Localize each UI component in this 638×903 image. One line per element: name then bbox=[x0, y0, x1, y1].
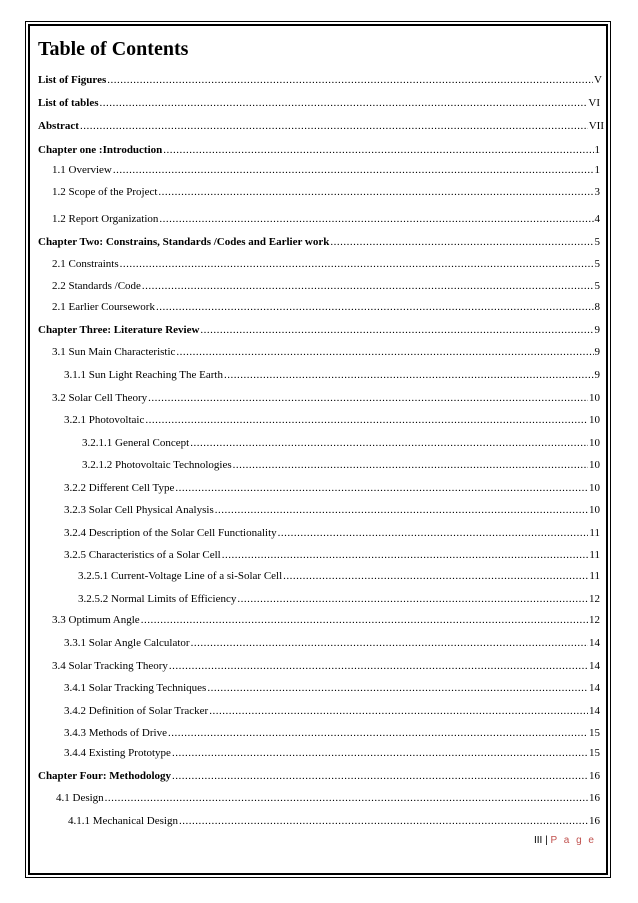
toc-entry[interactable] bbox=[68, 815, 600, 829]
page-footer bbox=[480, 835, 596, 846]
toc-entry-page: 5 bbox=[594, 280, 600, 292]
toc-entry-page: 5 bbox=[594, 258, 600, 270]
toc-entry-page: 15 bbox=[589, 747, 600, 759]
toc-leader-dots bbox=[190, 437, 588, 449]
toc-entry[interactable] bbox=[38, 770, 600, 784]
toc-leader-dots bbox=[156, 301, 594, 313]
toc-entry-title: 3.4.3 Methods of Drive bbox=[64, 727, 167, 739]
toc-leader-dots bbox=[163, 144, 593, 156]
toc-leader-dots bbox=[179, 815, 588, 827]
toc-entry[interactable] bbox=[82, 437, 600, 451]
toc-entry-page: 14 bbox=[589, 660, 600, 672]
toc-entry-page: 9 bbox=[594, 346, 600, 358]
toc-leader-dots bbox=[142, 280, 594, 292]
toc-entry-page: VI bbox=[588, 97, 600, 109]
toc-entry[interactable] bbox=[52, 346, 600, 360]
toc-leader-dots bbox=[100, 97, 588, 109]
toc-entry-title: 1.2 Scope of the Project bbox=[52, 186, 158, 198]
toc-entry[interactable] bbox=[78, 570, 600, 584]
toc-leader-dots bbox=[172, 747, 588, 759]
toc-leader-dots bbox=[120, 258, 594, 270]
toc-entry[interactable] bbox=[56, 792, 600, 806]
toc-entry-page: 10 bbox=[589, 392, 600, 404]
toc-entry[interactable] bbox=[38, 74, 602, 88]
toc-entry-title: 3.4.4 Existing Prototype bbox=[64, 747, 171, 759]
toc-entry[interactable] bbox=[64, 549, 600, 563]
toc-entry[interactable] bbox=[64, 527, 600, 541]
toc-entry-page: 1 bbox=[594, 164, 600, 176]
toc-entry-title: 2.1 Earlier Coursework bbox=[52, 301, 155, 313]
toc-entry-title: 4.1.1 Mechanical Design bbox=[68, 815, 178, 827]
toc-entry-title: 3.2.1.2 Photovoltaic Technologies bbox=[82, 459, 232, 471]
toc-leader-dots bbox=[283, 570, 588, 582]
toc-leader-dots bbox=[175, 482, 588, 494]
toc-entry-title: Chapter Two: Constrains, Standards /Codes and Earlier work bbox=[38, 236, 330, 248]
toc-leader-dots bbox=[159, 213, 593, 225]
toc-leader-dots bbox=[145, 414, 588, 426]
toc-entry[interactable] bbox=[38, 324, 600, 338]
toc-entry-page: 10 bbox=[589, 414, 600, 426]
toc-entry[interactable] bbox=[38, 236, 600, 250]
toc-entry-page: 10 bbox=[589, 459, 600, 471]
toc-entry-page: 14 bbox=[589, 682, 600, 694]
toc-leader-dots bbox=[113, 164, 594, 176]
toc-leader-dots bbox=[209, 705, 588, 717]
toc-entry-title: 3.3.1 Solar Angle Calculator bbox=[64, 637, 190, 649]
toc-title: Table of Contents bbox=[38, 38, 189, 60]
toc-entry[interactable] bbox=[64, 482, 600, 496]
toc-entry-title: 3.3 Optimum Angle bbox=[52, 614, 140, 626]
toc-leader-dots bbox=[141, 614, 588, 626]
toc-entry[interactable] bbox=[38, 120, 604, 134]
toc-leader-dots bbox=[148, 392, 588, 404]
toc-entry-page: 12 bbox=[589, 614, 600, 626]
toc-leader-dots bbox=[107, 74, 593, 86]
toc-entry[interactable] bbox=[38, 144, 600, 158]
toc-leader-dots bbox=[172, 770, 588, 782]
toc-entry[interactable] bbox=[52, 186, 600, 200]
toc-entry-page: 16 bbox=[589, 770, 600, 782]
toc-entry[interactable] bbox=[52, 280, 600, 294]
toc-entry-page: 10 bbox=[589, 437, 600, 449]
toc-entry-page: 4 bbox=[594, 213, 600, 225]
toc-entry-title: 1.1 Overview bbox=[52, 164, 112, 176]
toc-entry-page: 11 bbox=[589, 570, 600, 582]
toc-entry-title: List of Figures bbox=[38, 74, 107, 86]
toc-entry[interactable] bbox=[64, 369, 600, 383]
toc-entry-page: V bbox=[594, 74, 602, 86]
toc-entry-page: 5 bbox=[594, 236, 600, 248]
toc-entry-page: 16 bbox=[589, 815, 600, 827]
toc-entry-title: 3.1 Sun Main Characteristic bbox=[52, 346, 176, 358]
toc-entry-title: 4.1 Design bbox=[56, 792, 104, 804]
toc-entry-title: 3.2 Solar Cell Theory bbox=[52, 392, 148, 404]
toc-leader-dots bbox=[278, 527, 589, 539]
toc-entry[interactable] bbox=[52, 258, 600, 272]
toc-entry-page: 14 bbox=[589, 705, 600, 717]
toc-leader-dots bbox=[200, 324, 593, 336]
toc-entry-page: 3 bbox=[594, 186, 600, 198]
toc-entry[interactable] bbox=[52, 660, 600, 674]
toc-entry-page: 10 bbox=[589, 482, 600, 494]
toc-entry-title: 3.4 Solar Tracking Theory bbox=[52, 660, 168, 672]
toc-leader-dots bbox=[330, 236, 593, 248]
toc-entry-page: 11 bbox=[589, 527, 600, 539]
toc-entry[interactable] bbox=[52, 164, 600, 178]
toc-leader-dots bbox=[233, 459, 588, 471]
toc-entry-title: 3.2.5.1 Current-Voltage Line of a si-Solar Cell bbox=[78, 570, 283, 582]
toc-entry[interactable] bbox=[38, 97, 600, 111]
toc-entry-page: 9 bbox=[594, 324, 600, 336]
toc-entry-page: 12 bbox=[589, 593, 600, 605]
toc-entry-page: 8 bbox=[594, 301, 600, 313]
toc-leader-dots bbox=[80, 120, 588, 132]
toc-entry-title: 3.2.2 Different Cell Type bbox=[64, 482, 175, 494]
toc-entry-title: Chapter one :Introduction bbox=[38, 144, 163, 156]
toc-entry-title: 3.2.1 Photovoltaic bbox=[64, 414, 145, 426]
toc-entry-title: Chapter Three: Literature Review bbox=[38, 324, 200, 336]
toc-entry[interactable] bbox=[52, 614, 600, 628]
toc-entry-page: 14 bbox=[589, 637, 600, 649]
toc-leader-dots bbox=[222, 549, 589, 561]
toc-leader-dots bbox=[158, 186, 593, 198]
toc-entry-title: 3.4.1 Solar Tracking Techniques bbox=[64, 682, 207, 694]
toc-entry[interactable] bbox=[64, 637, 600, 651]
toc-entry[interactable] bbox=[82, 459, 600, 473]
toc-entry-title: 3.2.4 Description of the Solar Cell Functionality bbox=[64, 527, 277, 539]
toc-entry-page: 1 bbox=[594, 144, 600, 156]
toc-entry-page: 10 bbox=[589, 504, 600, 516]
toc-leader-dots bbox=[168, 727, 588, 739]
toc-leader-dots bbox=[224, 369, 594, 381]
toc-entry-page: 11 bbox=[589, 549, 600, 561]
toc-leader-dots bbox=[105, 792, 588, 804]
toc-entry-title: 3.4.2 Definition of Solar Tracker bbox=[64, 705, 209, 717]
toc-entry-title: Abstract bbox=[38, 120, 79, 132]
toc-leader-dots bbox=[176, 346, 593, 358]
toc-entry-title: Chapter Four: Methodology bbox=[38, 770, 172, 782]
toc-entry-title: 2.2 Standards /Code bbox=[52, 280, 141, 292]
toc-entry-page: 15 bbox=[589, 727, 600, 739]
toc-entry-page: VII bbox=[588, 120, 604, 132]
toc-entry-page: 16 bbox=[589, 792, 600, 804]
toc-entry[interactable] bbox=[52, 392, 600, 406]
toc-entry[interactable] bbox=[64, 727, 600, 741]
toc-entry-title: 2.1 Constraints bbox=[52, 258, 119, 270]
toc-leader-dots bbox=[237, 593, 588, 605]
toc-entry[interactable] bbox=[64, 747, 600, 761]
page-separator: | bbox=[545, 835, 548, 846]
toc-entry[interactable] bbox=[52, 301, 600, 315]
toc-entry[interactable] bbox=[64, 705, 600, 719]
toc-entry-title: 3.2.5 Characteristics of a Solar Cell bbox=[64, 549, 221, 561]
toc-leader-dots bbox=[169, 660, 588, 672]
toc-entry[interactable] bbox=[52, 213, 600, 227]
toc-leader-dots bbox=[191, 637, 588, 649]
toc-entry-title: List of tables bbox=[38, 97, 99, 109]
toc-entry-title: 1.2 Report Organization bbox=[52, 213, 159, 225]
toc-entry-title: 3.1.1 Sun Light Reaching The Earth bbox=[64, 369, 223, 381]
toc-entry-page: 9 bbox=[594, 369, 600, 381]
toc-entry[interactable] bbox=[64, 414, 600, 428]
page-number: III bbox=[533, 835, 543, 846]
toc-leader-dots bbox=[215, 504, 588, 516]
toc-entry[interactable] bbox=[64, 682, 600, 696]
toc-entry[interactable] bbox=[64, 504, 600, 518]
page-label: P a g e bbox=[550, 835, 596, 846]
toc-leader-dots bbox=[207, 682, 588, 694]
toc-entry[interactable] bbox=[78, 593, 600, 607]
toc-entry-title: 3.2.1.1 General Concept bbox=[82, 437, 190, 449]
toc-entry-title: 3.2.3 Solar Cell Physical Analysis bbox=[64, 504, 214, 516]
toc-entry-title: 3.2.5.2 Normal Limits of Efficiency bbox=[78, 593, 237, 605]
